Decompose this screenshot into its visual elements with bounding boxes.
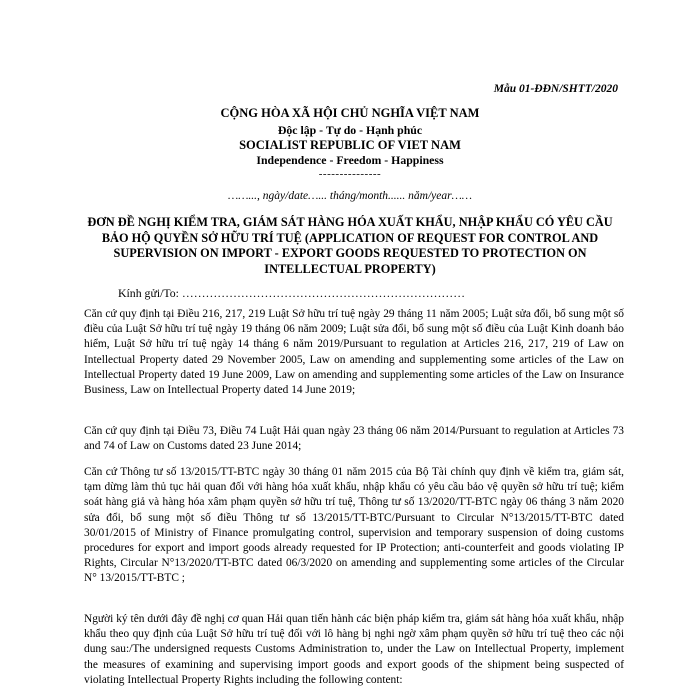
motto-en: Independence - Freedom - Happiness: [256, 153, 444, 167]
request-paragraph: Người ký tên dưới đây đề nghị cơ quan Hải quan tiến hành các biện pháp kiểm tra, giám sát hàng hóa xuất khẩu, nhập khẩu theo quy định của Luật Sở hữu trí tuệ đối với lô hàng bị nghi ngờ xâm phạm quyền sở hữu trí tuệ theo các nội dung sau:/The undersigned requests Customs Administration to, under the Law on Intellectual Property, implement the measures of examining and supervising import goods and export goods of the shipment being suspected of violating Intellectual Property Rights including the following content:: [84, 613, 624, 686]
form-number: Mẫu 01-ĐĐN/SHTT/2020: [493, 83, 618, 95]
header-separator: ---------------: [318, 168, 382, 180]
addressee-line: Kính gửi/To: ………………………………………………………………: [118, 286, 466, 300]
legal-basis-paragraph: Căn cứ quy định tại Điều 216, 217, 219 Luật Sở hữu trí tuệ ngày 29 tháng 11 năm 2005; Luật sửa đổi, bổ sung một số điều của Luật Sở hữu trí tuệ ngày 19 tháng 06 năm 2009; Luật sửa đổi, bổ sung một số điều của Luật Kinh doanh bảo hiểm, Luật Sở hữu trí tuệ ngày 14 tháng 6 năm 2019/Pursuant to regulation at Articles 216, 217, 219 of Law on Intellectual Property dated 29 November 2005, Law on amending and supplementing some articles of the Law on Intellectual Property dated 19 June 2009, Law on amending and supplementing some articles of the Law on Insurance Business, Law on Intellectual Property dated 14 June 2019;: [84, 308, 624, 397]
motto-vi: Độc lập - Tự do - Hạnh phúc: [277, 123, 423, 137]
country-name-vi: CỘNG HÒA XÃ HỘI CHỦ NGHĨA VIỆT NAM: [220, 106, 480, 120]
legal-basis-paragraph: Căn cứ quy định tại Điều 73, Điều 74 Luật Hải quan ngày 23 tháng 06 năm 2014/Pursuant to regulation at Articles 73 and 74 of Law on Customs dated 23 June 2014;: [84, 425, 624, 453]
document-title: ĐƠN ĐỀ NGHỊ KIỂM TRA, GIÁM SÁT HÀNG HÓA XUẤT KHẨU, NHẬP KHẨU CÓ YÊU CẦU BẢO HỘ QUYỀN SỞ HỮU TRÍ TUỆ (APPLICATION OF REQUEST FOR CONTROL AND SUPERVISION ON IMPORT - EXPORT GOODS REQUESTED TO PROTECTION ON INTELLECTUAL PROPERTY): [87, 215, 613, 276]
legal-basis-paragraph: Căn cứ Thông tư số 13/2015/TT-BTC ngày 30 tháng 01 năm 2015 của Bộ Tài chính quy định về kiểm tra, giám sát, tạm dừng làm thủ tục hải quan đối với hàng hóa xuất khẩu, nhập khẩu có yêu cầu bảo vệ quyền sở hữu trí tuệ; kiểm soát hàng giả và hàng hóa xâm phạm quyền sở hữu trí tuệ, Thông tư số 13/2020/TT-BTC ngày 06 tháng 3 năm 2020 sửa đổi, bổ sung một số điều Thông tư số 13/2015/TT-BTC/Pursuant to Circular N°13/2015/TT-BTC dated 30/01/2015 of Ministry of Finance promulgating control, supervision and temporary suspension of doing customs procedures for export and import goods already requested for IP Protection; anti-counterfeit and goods violating IP Rights, Circular N°13/2020/TT-BTC dated 06/3/2020 on amending and supplementing some articles of the Circular N° 13/2015/TT-BTC ;: [84, 466, 624, 585]
date-line: ……..., ngày/date…... tháng/month...... năm/year……: [227, 190, 473, 202]
country-name-en: SOCIALIST REPUBLIC OF VIET NAM: [239, 138, 461, 152]
